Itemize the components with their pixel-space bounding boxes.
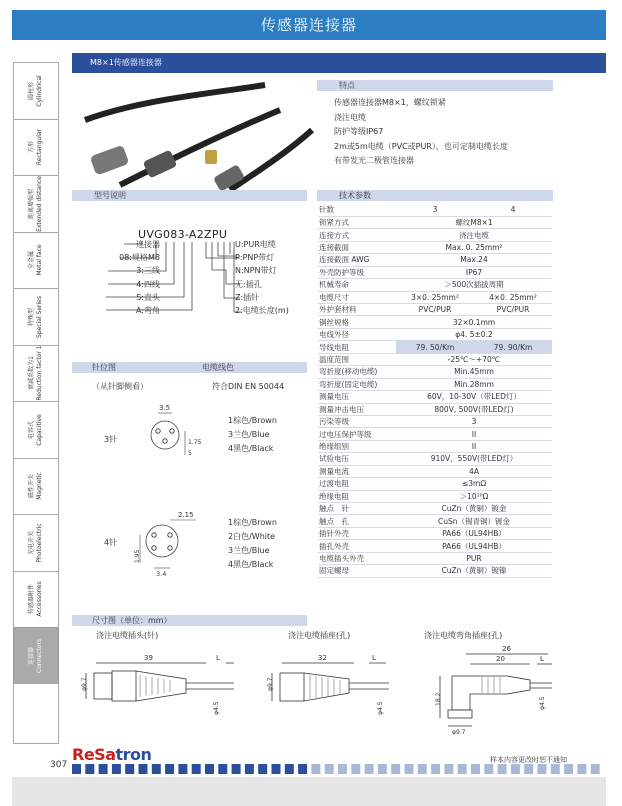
spec-value: Min.28mm bbox=[396, 378, 552, 390]
footer-stripe bbox=[338, 764, 347, 774]
footer-stripe bbox=[258, 764, 267, 774]
angle-dia: φ9.7 bbox=[452, 729, 466, 735]
spec-value: Min.45mm bbox=[396, 366, 552, 378]
spec-key: 过渡电阻 bbox=[318, 478, 396, 490]
specs-row bbox=[318, 503, 552, 515]
spec-value: φ4. 5±0.2 bbox=[396, 328, 552, 340]
footer-stripe bbox=[178, 764, 187, 774]
wire-color: 3兰色/Blue bbox=[228, 430, 270, 439]
spec-key: 测量冲击电压 bbox=[318, 403, 396, 415]
dimensions-heading: 尺寸图（单位：mm） bbox=[72, 615, 307, 626]
specs-row bbox=[318, 216, 552, 228]
footer-stripe bbox=[298, 764, 307, 774]
four-dim-bottom: 3.4 bbox=[156, 570, 167, 578]
spec-key: 触点 孔 bbox=[318, 515, 396, 527]
specs-row bbox=[318, 366, 552, 378]
angle-len2: 20 bbox=[496, 655, 505, 663]
footer-stripe bbox=[591, 764, 600, 774]
plug-dia: φ9.7 bbox=[81, 677, 88, 691]
three-dim-height: 5 bbox=[188, 450, 192, 457]
specs-heading: 技术参数 bbox=[317, 190, 553, 201]
sidebar-item-label: 特殊型 Special Series bbox=[28, 295, 43, 338]
model-legend-item: S:直头 bbox=[136, 292, 160, 302]
spec-key: 连接方式 bbox=[318, 229, 396, 241]
spec-key: 测量电压 bbox=[318, 391, 396, 403]
specs-row bbox=[318, 204, 552, 216]
angle-cable: φ4.5 bbox=[539, 696, 546, 710]
angle-height: 18.2 bbox=[435, 692, 442, 706]
spec-key: 外壳防护等级 bbox=[318, 266, 396, 278]
four-dim-left: 1.95 bbox=[134, 549, 141, 563]
footer-stripe bbox=[498, 764, 507, 774]
view-note: （从针脚侧看） bbox=[92, 382, 148, 391]
footer-stripe bbox=[152, 764, 161, 774]
footer-stripe bbox=[538, 764, 547, 774]
socket-len: 32 bbox=[318, 654, 327, 662]
spec-value: Max. 0. 25mm² bbox=[396, 241, 552, 253]
feature-line: 2m或5m电缆（PVC或PUR），也可定制电缆长度 bbox=[334, 141, 508, 151]
footer-stripe bbox=[125, 764, 134, 774]
footer-stripe bbox=[285, 764, 294, 774]
footer-stripe bbox=[524, 764, 533, 774]
specs-row bbox=[318, 515, 552, 527]
wire-color: 4黑色/Black bbox=[228, 560, 274, 569]
footer-stripe bbox=[99, 764, 108, 774]
model-legend-item: 2:电缆长度(m) bbox=[235, 306, 289, 316]
sidebar-item-label: 方形 Rectangular bbox=[28, 129, 43, 166]
pinout-heading bbox=[72, 362, 307, 373]
specs-row bbox=[318, 279, 552, 291]
angle-len1: 26 bbox=[502, 645, 511, 653]
feature-line: 有带发光二极管连接器 bbox=[334, 156, 414, 165]
footer-stripe bbox=[577, 764, 586, 774]
spec-value: PVC/PUR bbox=[474, 304, 552, 316]
specs-row bbox=[318, 453, 552, 465]
spec-key: 绝缘电阻 bbox=[318, 490, 396, 502]
model-legend-item: 无:插孔 bbox=[235, 279, 262, 289]
page-header: 传感器连接器 bbox=[12, 10, 606, 40]
model-legend-item: U:PUR电缆 bbox=[235, 240, 276, 249]
spec-value: 79. 50/Km bbox=[396, 341, 474, 353]
specs-row bbox=[318, 428, 552, 440]
model-legend-left bbox=[70, 238, 160, 317]
specs-row bbox=[318, 465, 552, 477]
section-title: M8×1传感器连接器 bbox=[72, 53, 606, 73]
feature-line: 传感器连接器M8×1，螺纹锁紧 bbox=[334, 98, 446, 107]
spec-key: 锁紧方式 bbox=[318, 216, 396, 228]
sidebar-item-label: 连接器 Connectors bbox=[28, 638, 43, 673]
spec-key: 铜丝规格 bbox=[318, 316, 396, 328]
specs-row bbox=[318, 478, 552, 490]
model-legend-item: 3:三线 bbox=[136, 266, 160, 276]
sidebar-item-label: 全金属 Metal face bbox=[28, 244, 43, 276]
pinout-title: 针位图 bbox=[92, 363, 116, 372]
spec-value: 910V，550V(带LED灯） bbox=[396, 453, 552, 465]
socket-end: L bbox=[372, 654, 376, 662]
wire-color: 3兰色/Blue bbox=[228, 546, 270, 555]
specs-row bbox=[318, 254, 552, 266]
footer-stripe bbox=[551, 764, 560, 774]
footer-notice: 样本内容更改时恕不通知 bbox=[490, 756, 567, 764]
plug-end: L bbox=[216, 654, 220, 662]
wire-color: 2白色/White bbox=[228, 532, 276, 541]
spec-key: 弯折度(移动电缆) bbox=[318, 366, 396, 378]
spec-key: 测量电流 bbox=[318, 465, 396, 477]
spec-value: PVC/PUR bbox=[396, 304, 474, 316]
spec-key: 固定螺母 bbox=[318, 565, 396, 577]
spec-key: 电缆尺寸 bbox=[318, 291, 396, 303]
spec-value: II bbox=[396, 440, 552, 452]
footer-stripe bbox=[418, 764, 427, 774]
spec-value: PA66（UL94HB） bbox=[396, 540, 552, 552]
model-legend-item: N:NPN带灯 bbox=[235, 266, 277, 276]
sidebar-item-capacitive[interactable] bbox=[13, 401, 59, 458]
footer-stripe bbox=[192, 764, 201, 774]
sidebar-item-label: 传感器附件 Accessories bbox=[28, 581, 43, 617]
sidebar-item-label: 光电开关 Photoelectric bbox=[28, 523, 43, 563]
specs-row bbox=[318, 490, 552, 502]
specs-row bbox=[318, 552, 552, 564]
sidebar-item-accessories[interactable] bbox=[13, 571, 59, 628]
sidebar-item-extended-distance[interactable] bbox=[13, 175, 59, 232]
spec-key: 温度范围 bbox=[318, 353, 396, 365]
sidebar-tail bbox=[13, 684, 59, 744]
model-legend-item: 08:规格M8 bbox=[119, 253, 160, 263]
sidebar-item-special-series[interactable] bbox=[13, 288, 59, 345]
footer-stripe bbox=[205, 764, 214, 774]
spec-value: 3×0. 25mm² bbox=[396, 291, 474, 303]
spec-value: ＞500次插拔周期 bbox=[396, 279, 552, 291]
spec-key: 电线外径 bbox=[318, 328, 396, 340]
spec-key: 插针外壳 bbox=[318, 527, 396, 539]
spec-value: IP67 bbox=[396, 266, 552, 278]
spec-value: 浇注电缆 bbox=[396, 229, 552, 241]
spec-key: 连接截面 bbox=[318, 241, 396, 253]
features-heading: 特点 bbox=[317, 80, 553, 91]
specs-row bbox=[318, 353, 552, 365]
sidebar-item-magnetic[interactable] bbox=[13, 458, 59, 515]
sidebar-item-connectors[interactable] bbox=[13, 627, 59, 684]
spec-value: 4A bbox=[396, 465, 552, 477]
drawing-socket-title: 浇注电缆插座(孔) bbox=[288, 631, 351, 640]
specs-row bbox=[318, 565, 552, 577]
four-pin-label: 4针 bbox=[104, 538, 118, 547]
spec-value: 800V, 500V(带LED灯) bbox=[396, 403, 552, 415]
sidebar-item-reduction-factor-1[interactable] bbox=[13, 345, 59, 402]
spec-value: 60V，10-30V（带LED灯） bbox=[396, 391, 552, 403]
footer-stripe bbox=[431, 764, 440, 774]
footer-stripe bbox=[484, 764, 493, 774]
drawing-plug bbox=[76, 645, 236, 730]
sidebar-item-metal-face[interactable] bbox=[13, 232, 59, 289]
specs-row bbox=[318, 403, 552, 415]
three-dim-half: 1.75 bbox=[188, 439, 202, 446]
spec-value: 螺纹M8×1 bbox=[396, 216, 552, 228]
spec-value: CuZn（黄铜）镀镍 bbox=[396, 565, 552, 577]
model-legend-item: A:弯角 bbox=[135, 306, 160, 316]
footer-stripe bbox=[112, 764, 121, 774]
footer-stripe bbox=[165, 764, 174, 774]
footer-stripe bbox=[564, 764, 573, 774]
plug-len: 39 bbox=[144, 654, 153, 662]
spec-value: PA66（UL94HB） bbox=[396, 527, 552, 539]
footer-stripe bbox=[365, 764, 374, 774]
spec-key: 机械寿命 bbox=[318, 279, 396, 291]
features-list bbox=[334, 96, 508, 169]
spec-key: 过电压保护等级 bbox=[318, 428, 396, 440]
drawing-angle bbox=[412, 640, 557, 735]
footer-stripe bbox=[405, 764, 414, 774]
specs-row bbox=[318, 391, 552, 403]
socket-dia: φ9.7 bbox=[267, 677, 274, 691]
spec-value: Max.24 bbox=[396, 254, 552, 266]
specs-row bbox=[318, 440, 552, 452]
footer-stripe bbox=[458, 764, 467, 774]
brand-logo: ReSatron bbox=[72, 745, 152, 764]
spec-value: 4×0. 25mm² bbox=[474, 291, 552, 303]
model-legend-item: 连接器 bbox=[136, 240, 160, 249]
specs-row bbox=[318, 241, 552, 253]
specs-row bbox=[318, 415, 552, 427]
spec-key: 针数 bbox=[318, 204, 396, 216]
footer-stripe bbox=[245, 764, 254, 774]
socket-cable: φ4.5 bbox=[377, 701, 384, 715]
sidebar-item-cylindrical[interactable] bbox=[13, 62, 59, 119]
spec-value: PUR bbox=[396, 552, 552, 564]
drawing-plug-title: 浇注电缆插头(针) bbox=[96, 631, 159, 640]
four-dim-top: 2.15 bbox=[178, 511, 194, 519]
four-pin-colors bbox=[228, 516, 277, 572]
sidebar-item-label: 圆柱形 Cylindrical bbox=[28, 75, 43, 107]
footer-stripe bbox=[511, 764, 520, 774]
wire-color: 1棕色/Brown bbox=[228, 518, 277, 527]
wire-color: 1棕色/Brown bbox=[228, 416, 277, 425]
footer-stripe bbox=[378, 764, 387, 774]
spec-key: 导线电阻 bbox=[318, 341, 396, 353]
model-legend-item: 4:四线 bbox=[136, 279, 160, 289]
model-heading: 型号说明 bbox=[72, 190, 307, 201]
footer-stripe bbox=[139, 764, 148, 774]
footer-stripe bbox=[72, 764, 81, 774]
spec-value: ≤3mΩ bbox=[396, 478, 552, 490]
specs-row bbox=[318, 341, 552, 353]
three-pin-label: 3针 bbox=[104, 435, 118, 444]
specs-row bbox=[318, 527, 552, 539]
feature-line: 浇注电缆 bbox=[334, 112, 366, 122]
specs-row bbox=[318, 540, 552, 552]
model-diagram bbox=[80, 228, 320, 328]
spec-value: -25℃～+70℃ bbox=[396, 353, 552, 365]
model-legend-item: P:PNP带灯 bbox=[235, 253, 275, 263]
model-legend-item: Z:插针 bbox=[235, 292, 260, 302]
specs-row bbox=[318, 378, 552, 390]
drawing-socket bbox=[264, 645, 394, 730]
footer-stripe bbox=[85, 764, 94, 774]
footer-stripe bbox=[311, 764, 320, 774]
specs-row bbox=[318, 291, 552, 303]
product-photo bbox=[80, 80, 315, 195]
sidebar-item-label: 距离增强型 Extended distance bbox=[28, 175, 43, 232]
spec-key: 连接截面 AWG bbox=[318, 254, 396, 266]
sidebar-item-label: 衰减系数为1 Reduction factor 1 bbox=[28, 345, 43, 401]
spec-key: 电缆插头外壳 bbox=[318, 552, 396, 564]
model-legend-right bbox=[235, 238, 289, 317]
spec-value: CuZn（黄铜）镀金 bbox=[396, 503, 552, 515]
angle-end: L bbox=[540, 655, 544, 663]
specs-row bbox=[318, 316, 552, 328]
spec-value: 32×0.1mm bbox=[396, 316, 552, 328]
three-pin-colors bbox=[228, 414, 277, 456]
footer-stripe bbox=[218, 764, 227, 774]
din-standard: 符合DIN EN 50044 bbox=[212, 382, 285, 391]
sidebar-item-label: 电容式 Capacitive bbox=[28, 413, 43, 446]
category-sidebar bbox=[13, 62, 59, 744]
spec-value: ＞10¹⁰Ω bbox=[396, 490, 552, 502]
spec-key: 污染等级 bbox=[318, 415, 396, 427]
footer-stripe bbox=[391, 764, 400, 774]
specs-row bbox=[318, 328, 552, 340]
spec-key: 绝缘组别 bbox=[318, 440, 396, 452]
specs-row bbox=[318, 304, 552, 316]
spec-key: 弯折度(固定电缆) bbox=[318, 378, 396, 390]
spec-value: 3 bbox=[396, 204, 474, 216]
feature-line: 防护等级IP67 bbox=[334, 127, 384, 136]
sidebar-item-rectangular[interactable] bbox=[13, 119, 59, 176]
spec-value: 4 bbox=[474, 204, 552, 216]
footer-stripe bbox=[444, 764, 453, 774]
specs-table bbox=[318, 204, 552, 578]
spec-key: 试验电压 bbox=[318, 453, 396, 465]
specs-row bbox=[318, 266, 552, 278]
drawing-angle-title: 浇注电缆弯角插座(孔) bbox=[424, 631, 503, 640]
plug-cable: φ4.5 bbox=[213, 701, 220, 715]
footer-stripe bbox=[325, 764, 334, 774]
three-dim-width: 3.5 bbox=[159, 404, 171, 412]
four-pin-diagram bbox=[130, 508, 220, 578]
footer-bar bbox=[12, 777, 606, 806]
spec-value: 79. 90/Km bbox=[474, 341, 552, 353]
footer-stripe bbox=[272, 764, 281, 774]
page-number: 307 bbox=[50, 760, 68, 770]
footer-stripe bbox=[232, 764, 241, 774]
footer-stripe bbox=[351, 764, 360, 774]
sidebar-item-photoelectric[interactable] bbox=[13, 514, 59, 571]
spec-value: CuSn（锡青铜）镀金 bbox=[396, 515, 552, 527]
spec-key: 触点 针 bbox=[318, 503, 396, 515]
spec-value: 3 bbox=[396, 415, 552, 427]
spec-key: 插孔外壳 bbox=[318, 540, 396, 552]
spec-key: 外护套材料 bbox=[318, 304, 396, 316]
wire-color: 4黑色/Black bbox=[228, 444, 274, 453]
specs-row bbox=[318, 229, 552, 241]
three-pin-diagram bbox=[140, 400, 220, 470]
footer-stripe bbox=[471, 764, 480, 774]
model-code: UVG083-A2ZPU bbox=[138, 228, 228, 241]
sidebar-item-label: 磁性开关 Magnetic bbox=[28, 472, 43, 500]
wire-color-title: 电缆线色 bbox=[202, 363, 234, 372]
spec-value: II bbox=[396, 428, 552, 440]
